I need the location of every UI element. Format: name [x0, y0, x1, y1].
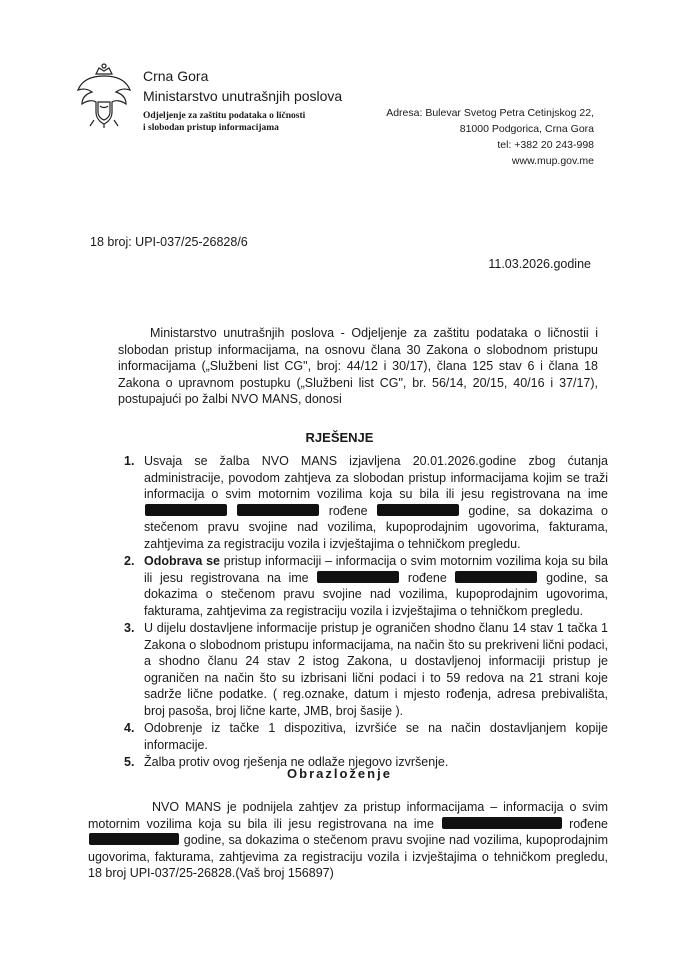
department-name — [143, 110, 305, 134]
reasoning-heading: Obrazloženje — [287, 766, 392, 781]
item-text: rođene — [328, 503, 368, 518]
decision-item-3 — [118, 620, 608, 719]
intro-paragraph: Ministarstvo unutrašnjih poslova - Odjeljenje za zaštitu podataka o ličnostii i slobodan pristup informacijama, na osnovu člana 30 Zakona o slobodnom pristupu informacijama („Službeni list CG", broj: 44/12 i 30/17), člana 125 stav 6 i člana 18 Zakona o upravnom postupku („Službeni list CG", br. 56/14, 20/15, 40/16 i 37/17), postupajući po žalbi NVO MANS, donosi — [118, 326, 598, 406]
redaction-block — [377, 504, 459, 516]
document-date: 11.03.2026.godine — [488, 257, 591, 271]
address-line: Adresa: Bulevar Svetog Petra Cetinjskog 22, — [386, 107, 594, 119]
item-number: 2. — [124, 554, 135, 568]
decision-heading: RJEŠENJE — [305, 430, 374, 445]
decision-item-1 — [118, 453, 608, 552]
redaction-block — [145, 504, 227, 516]
item-number: 4. — [124, 721, 135, 735]
item-text: rođene — [407, 570, 447, 585]
item-number: 1. — [124, 454, 135, 468]
department-line-2: i slobodan pristup informacijama — [143, 123, 279, 133]
item-text: Odobrenje iz tačke 1 dispozitiva, izvršiće se na način dostavljanjem kopije informacije. — [144, 721, 608, 752]
website-link[interactable]: www.mup.gov.me — [511, 155, 594, 167]
item-text: U dijelu dostavljene informacije pristup je ograničen shodno članu 14 stav 1 tačka 1 Zakona o slobodnom pristupu informacijama, na način što su prekriveni lični podaci, a shodno članu 24 stav 2 istog Zakona, u dostavljenoj informaciji pristup je ograničen na način što su izbrisani lični podaci i to 59 redova na 21 strani koje sadrže lične podatke. ( reg.oznake, datum i mjesto rođenja, adresa prebivališta, broj pasoša, broj lične karte, JMB, broj šasije ). — [144, 621, 608, 718]
reasoning-text: godine, sa dokazima o stečenom pravu svojine nad vozilima, kupoprodajnim ugovorima, fakturama, zahtjevima za registraciju vozila i izvještajima o tehničkom pregledu, 18 broj UPI-037/25-26828.(Vaš broj 156897) — [88, 833, 608, 880]
item-number: 3. — [124, 621, 135, 635]
phone-line: tel: +382 20 243-998 — [497, 139, 594, 151]
redaction-block — [317, 571, 399, 583]
item-text: Žalba protiv ovog rješenja ne odlaže njegovo izvršenje. — [144, 755, 449, 769]
redaction-block — [89, 833, 179, 845]
item-text: Usvaja se žalba NVO MANS izjavljena 20.01.2026.godine zbog ćutanja administracije, povodom zahtjeva za slobodan pristup informacijama kojim se traži informacija o svim motornim vozilima koja su bila ili jesu registrovana na ime — [144, 454, 608, 501]
country-name: Crna Gora — [143, 68, 209, 84]
redaction-block — [237, 504, 319, 516]
redaction-block — [442, 817, 562, 829]
item-number: 5. — [124, 755, 135, 769]
decision-list — [118, 453, 608, 772]
contact-block — [386, 105, 594, 169]
item-text: pristup informaciji – informacija o svim motornim vozilima koja su bila ili jesu registrovana na ime — [144, 554, 608, 585]
reasoning-text: rođene — [569, 816, 608, 831]
item-text: godine, sa dokazima o stečenom pravu svojine nad vozilima, kupoprodajnim ugovorima, fakturama, zahtjevima za registraciju vozila i izvještajima o tehničkom pregledu. — [144, 570, 608, 618]
city-line: 81000 Podgorica, Crna Gora — [459, 123, 594, 135]
decision-item-2 — [118, 553, 608, 619]
ministry-name: Ministarstvo unutrašnjih poslova — [143, 88, 343, 104]
reasoning-paragraph — [88, 799, 608, 882]
item-text: godine, sa dokazima o stečenom pravu svojine nad vozilima, kupoprodajnim ugovorima, fakturama, zahtjevima za registraciju vozila i izvještajima o tehničkom pregledu. — [144, 503, 608, 551]
item-emphasis: Odobrava se — [144, 554, 221, 568]
decision-item-4 — [118, 720, 608, 753]
redaction-block — [455, 571, 537, 583]
reference-number: 18 broj: UPI-037/25-26828/6 — [90, 235, 248, 249]
coat-of-arms-logo — [74, 62, 134, 128]
reasoning-text: NVO MANS je podnijela zahtjev za pristup informacijama – informacija o svim motornim vozilima koja su bila ili jesu registrovana na ime — [88, 800, 608, 831]
department-line-1: Odjeljenje za zaštitu podataka o ličnosti — [143, 111, 306, 121]
